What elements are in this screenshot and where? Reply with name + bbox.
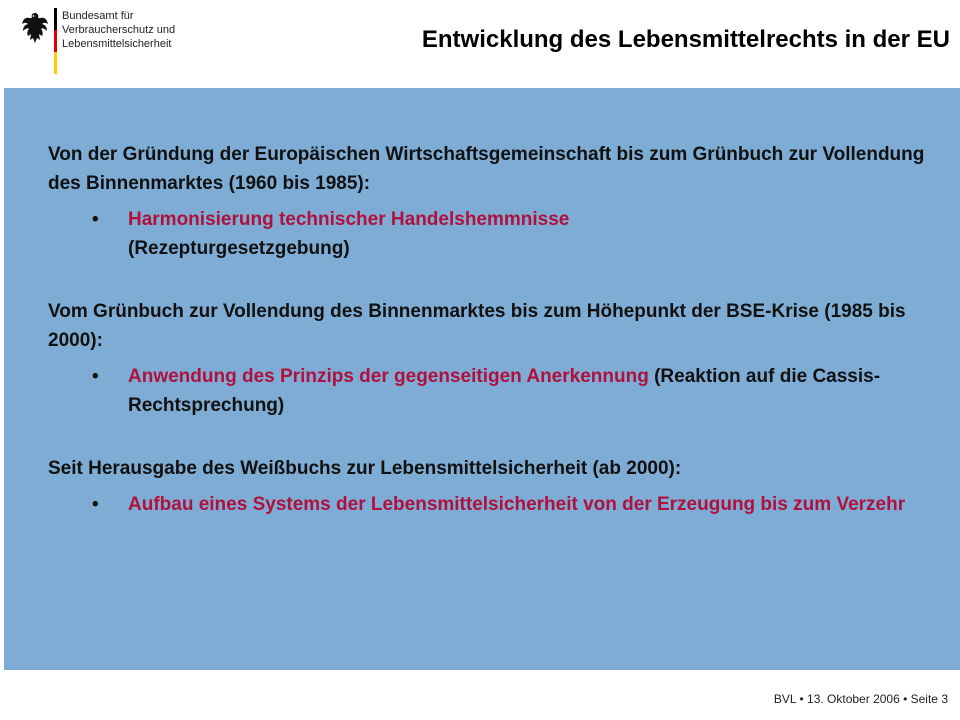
section-1-heading: Von der Gründung der Europäischen Wirtschaftsgemeinschaft bis zum Grünbuch zur Vollendung des Binnenmarktes (1960 bis 1985): (48, 144, 925, 194)
flag-gold-stripe (54, 52, 57, 74)
content-body (48, 140, 928, 519)
section-2-bullet-text: (Reaktion auf die Cassis-Rechtsprechung) (128, 366, 881, 416)
logo-line-2: Verbraucherschutz und (62, 24, 176, 36)
footer: BVL • 13. Oktober 2006 • Seite 3 (773, 692, 948, 706)
section-1-bullet-text: (Rezepturgesetzgebung) (128, 238, 350, 259)
logo-line-3: Lebensmittelsicherheit (62, 38, 172, 50)
section-2-heading: Vom Grünbuch zur Vollendung des Binnenmarktes bis zum Höhepunkt der BSE-Krise (1985 bis 2000): (48, 301, 906, 351)
slide-title: Entwicklung des Lebensmittelrechts in der EU (421, 26, 950, 53)
section-3-bullet (48, 490, 928, 519)
bullet-dot: • (92, 366, 99, 387)
bullet-dot: • (92, 209, 99, 230)
bvl-logo (20, 8, 220, 78)
logo-line-1: Bundesamt für (62, 10, 134, 22)
bullet-dot: • (92, 494, 99, 515)
section-1-bullet (48, 205, 928, 263)
section-1-bullet-highlight: Harmonisierung technischer Handelshemmnisse (128, 209, 570, 230)
section-3-bullet-highlight: Aufbau eines Systems der Lebensmittelsicherheit von der Erzeugung bis zum Verzehr (128, 494, 906, 515)
logo-text (62, 9, 175, 51)
flag-red-stripe (54, 30, 57, 52)
federal-eagle-icon (20, 10, 50, 50)
section-2-bullet-highlight: Anwendung des Prinzips der gegenseitigen Anerkennung (128, 366, 649, 387)
flag-bar (54, 8, 57, 74)
flag-black-stripe (54, 8, 57, 30)
section-2-bullet (48, 362, 928, 420)
section-3-heading: Seit Herausgabe des Weißbuchs zur Lebensmittelsicherheit (ab 2000): (48, 458, 682, 479)
content-panel (4, 88, 960, 670)
